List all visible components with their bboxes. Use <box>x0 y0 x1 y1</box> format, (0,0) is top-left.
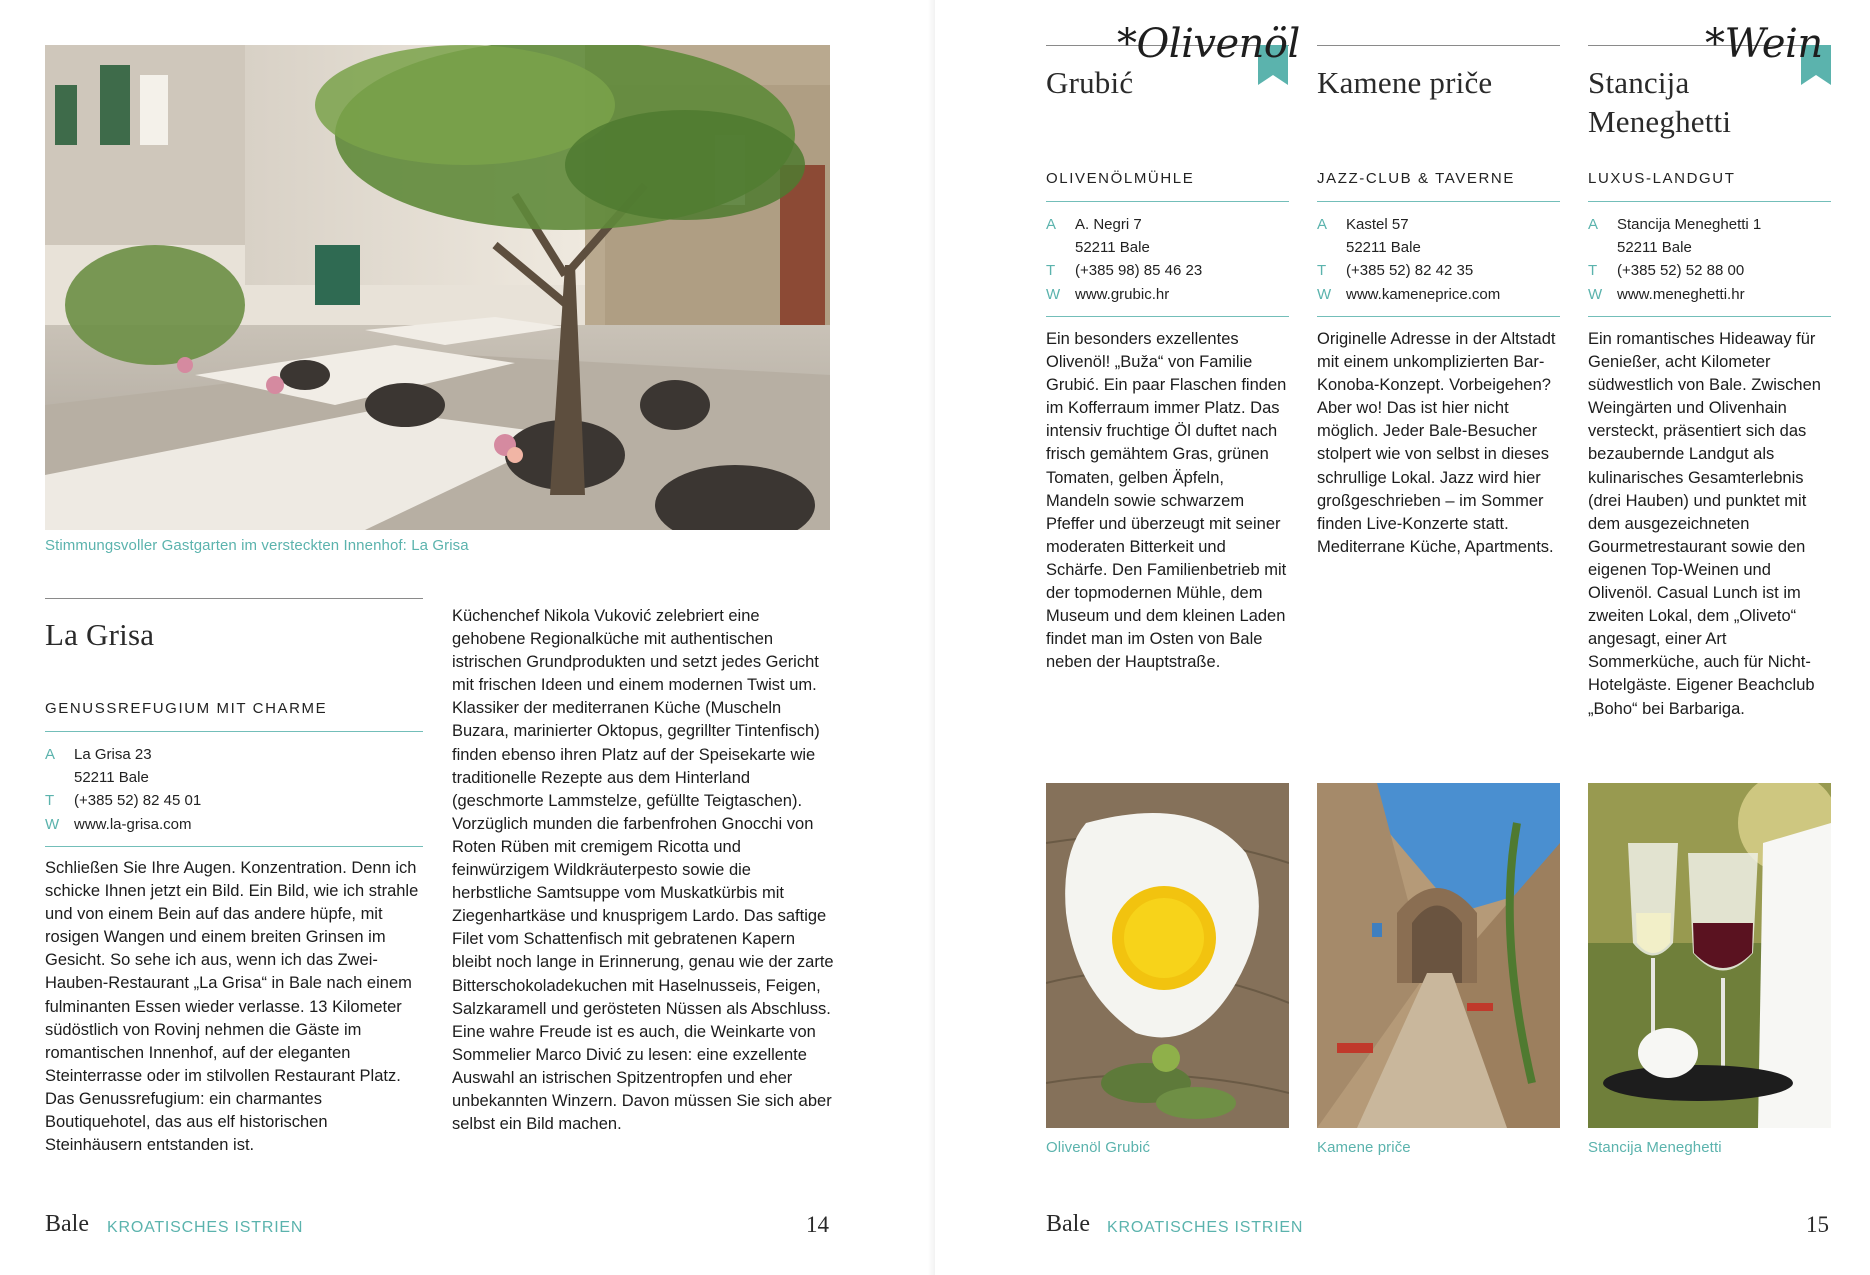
venue-category-meneghetti: LUXUS-LANDGUT <box>1588 170 1736 187</box>
venue-category-kamene: JAZZ-CLUB & TAVERNE <box>1317 170 1515 187</box>
category-rule <box>45 731 423 732</box>
photo-caption-kamene: Kamene priče <box>1317 1139 1411 1156</box>
footer-place: Bale <box>1046 1211 1090 1237</box>
contact-address: A Kastel 57 <box>1317 216 1409 233</box>
contact-address: A A. Negri 7 <box>1046 216 1142 233</box>
footer-place: Bale <box>45 1211 89 1237</box>
contact-address: A Stancija Meneghetti 1 <box>1588 216 1762 233</box>
restaurant-category: GENUSSREFUGIUM MIT CHARME <box>45 700 328 717</box>
column-rule-kamene <box>1317 45 1560 46</box>
venue-text-grubic: Ein besonders exzellentes Olivenöl! „Buža“ von Familie Grubić. Ein paar Flaschen finden im Kofferraum immer Platz. Das intensiv fruchtige Öl duftet nach frisch gemähtem Gras, grünen Tomaten, gelben Äpfeln, Mandeln sowie schwarzem Pfeffer und überzeugt mit seiner moderaten Bitterkeit und Schärfe. Den Familienbetrieb mit der topmodernen Mühle, dem Museum und dem kleinen Laden findet man im Osten von Bale neben der Hauptstraße. <box>1046 330 1287 672</box>
contact-block-meneghetti <box>1588 213 1831 306</box>
contact-rule-grubic <box>1046 316 1289 317</box>
photo-wine-glasses <box>1588 783 1831 1128</box>
venue-title-kamene: Kamene priče <box>1317 65 1493 100</box>
contact-phone: T (+385 98) 85 46 23 <box>1046 262 1203 280</box>
contact-block-grubic <box>1046 213 1289 306</box>
venue-text-meneghetti: Ein romantisches Hideaway für Genießer, acht Kilometer südwestlich von Bale. Zwischen Weingärten und Olivenhain versteckt, präsentiert sich das bezaubernde Landgut als kulinarisches Gesamterlebnis (drei Hauben) und punktet mit dem ausgezeichneten Gourmetrestaurant sowie den eigenen Top-Weinen und Olivenöl. Casual Lunch ist im zweiten Lokal, dem „Oliveto“ angesagt, einer Art Sommerküche, auch für Nicht-Hotelgäste. Eigener Beachclub „Boho“ bei Barbariga. <box>1588 330 1821 718</box>
page-number: 14 <box>806 1212 829 1237</box>
photo-caption-grubic: Olivenöl Grubić <box>1046 1139 1151 1156</box>
hero-photo-caption: Stimmungsvoller Gastgarten im versteckten Innenhof: La Grisa <box>45 537 469 554</box>
photo-alley <box>1317 783 1560 1128</box>
contact-postal: 52211 Bale <box>1346 239 1421 257</box>
photo-caption-meneghetti: Stancija Meneghetti <box>1588 1139 1722 1156</box>
article-text-col2: Küchenchef Nikola Vuković zelebriert eine gehobene Regionalküche mit authentischen istrischen Grundprodukten und setzt jedes Gericht mit frischen Ideen und einem modernen Twist um. Klassiker der mediterranen Küche (Muscheln Buzara, marinierter Oktopus, gegrillter Tintenfisch) finden ebenso ihren Platz auf der Speisekarte wie traditionelle Rezepte aus dem Hinterland (geschmorte Lammstelze, gefüllte Teigtaschen). Vorzüglich munden die farbenfrohen Gnocchi von Roten Rüben mit cremigem Ricotta und feinwürzigem Wildkräuterpesto sowie die herbstliche Samtsuppe vom Muskatkürbis mit Ziegenhartkäse und knusprigem Lardo. Das saftige Filet vom Schattenfisch mit gebratenen Kapern bleibt noch lange in Erinnerung, genau wie der zarte Bitterschokoladekuchen mit Haselnusseis, Feigen, Salzkaramell und gerösteten Nüssen als Abschluss. Eine wahre Freude ist es auch, die Weinkarte von Sommelier Marco Divić zu lesen: eine exzellente Auswahl an istrischen Spitzentropfen und eher unbekannten Winzern. Davon müssen Sie sich aber selbst ein Bild machen. <box>452 607 834 1134</box>
right-page <box>935 0 1870 1275</box>
contact-website[interactable]: W www.meneghetti.hr <box>1588 285 1745 303</box>
contact-phone: T (+385 52) 82 45 01 <box>45 792 202 810</box>
restaurant-title: La Grisa <box>45 617 155 652</box>
footer-region: KROATISCHES ISTRIEN <box>107 1219 304 1236</box>
contact-website[interactable]: W www.la-grisa.com <box>45 815 192 833</box>
venue-title-meneghetti: Stancija Meneghetti <box>1588 65 1732 139</box>
script-tag-wine: *Wein <box>1705 21 1823 67</box>
venue-title-grubic: Grubić <box>1046 65 1134 100</box>
contact-phone: T (+385 52) 52 88 00 <box>1588 262 1745 280</box>
contact-phone: T (+385 52) 82 42 35 <box>1317 262 1474 280</box>
category-rule-meneghetti <box>1588 201 1831 202</box>
contact-rule-kamene <box>1317 316 1560 317</box>
venue-text-kamene: Originelle Adresse in der Altstadt mit einem unkomplizierten Bar-Konoba-Konzept. Vorbeigehen? Aber wo! Das ist hier nicht möglich. Jeder Bale-Besucher stolpert wie von selbst in dieses schrullige Lokal. Jazz wird hier großgeschrieben – im Sommer finden Live-Konzerte statt. Mediterrane Küche, Apartments. <box>1317 330 1556 556</box>
contact-rule <box>45 846 423 847</box>
script-tag-olive-oil: *Olivenöl <box>1117 21 1300 67</box>
contact-website[interactable]: W www.grubic.hr <box>1046 285 1170 303</box>
page-number: 15 <box>1806 1212 1829 1237</box>
contact-address: A La Grisa 23 <box>45 746 152 763</box>
category-rule-kamene <box>1317 201 1560 202</box>
footer-region: KROATISCHES ISTRIEN <box>1107 1219 1304 1236</box>
article-text-col1: Schließen Sie Ihre Augen. Konzentration. Denn ich schicke Ihnen jetzt ein Bild. Ein Bild, wie ich strahle und von einem Bein auf das andere hüpfe, mit rosigen Wangen und einem breiten Grinsen im Gesicht. So sehe ich aus, wenn ich das Zwei-Hauben-Restaurant „La Grisa“ in Bale nach einem fulminanten Essen wieder verlasse. 13 Kilometer südöstlich von Rovinj nehmen die Gäste im romantischen Innenhof, auf der eleganten Steinterrasse oder im stilvollen Restaurant Platz. Das Genussrefugium: ein charmantes Boutiquehotel, das aus elf historischen Steinhäusern entstanden ist. <box>45 859 419 1155</box>
hero-photo-courtyard <box>45 45 830 530</box>
contact-block <box>45 743 423 836</box>
contact-postal: 52211 Bale <box>74 769 149 787</box>
contact-postal: 52211 Bale <box>1075 239 1150 257</box>
contact-block-kamene <box>1317 213 1560 306</box>
contact-rule-meneghetti <box>1588 316 1831 317</box>
photo-olive-oil <box>1046 783 1289 1128</box>
contact-postal: 52211 Bale <box>1617 239 1692 257</box>
title-rule <box>45 598 423 599</box>
venue-category-grubic: OLIVENÖLMÜHLE <box>1046 170 1195 187</box>
contact-website[interactable]: W www.kameneprice.com <box>1317 285 1501 303</box>
category-rule-grubic <box>1046 201 1289 202</box>
